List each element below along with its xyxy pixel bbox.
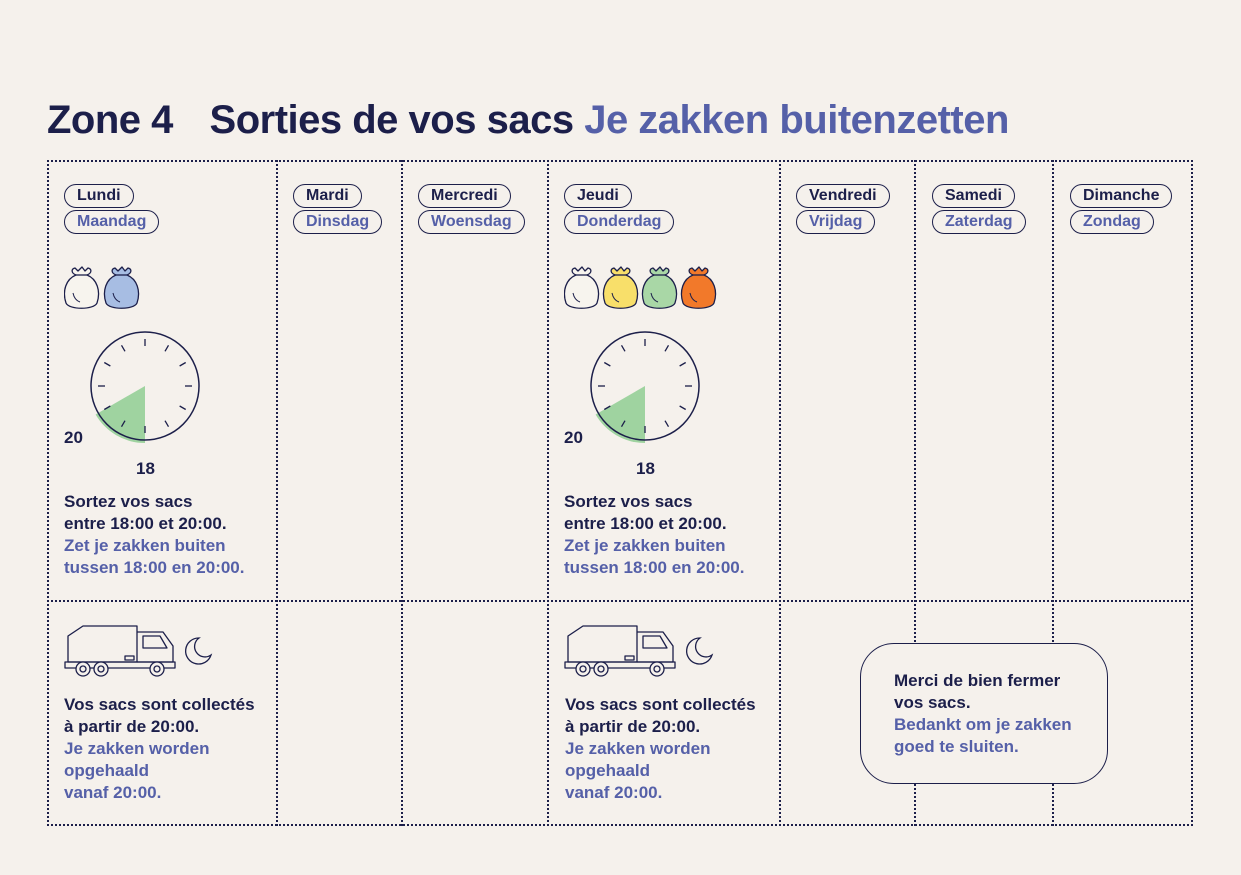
day-nl-zondag: Zondag [1070, 210, 1154, 234]
clock-tick [665, 421, 669, 427]
day-fr-mardi: Mardi [293, 184, 362, 208]
grid-divider [401, 160, 403, 826]
bags-thursday [564, 263, 724, 311]
title-fr: Sorties de vos sacs [209, 98, 574, 142]
truck-icon [564, 624, 676, 678]
zone-label: Zone 4 [47, 98, 173, 142]
clock-tick [180, 363, 186, 367]
collect-fr-1: Vos sacs sont collectés [565, 695, 756, 714]
bag-icon [64, 267, 98, 308]
moon-icon [685, 636, 715, 666]
clock-label-start: 18 [636, 459, 655, 478]
day-nl-maandag: Maandag [64, 210, 159, 234]
truck-icon [64, 624, 176, 678]
putout-text-thursday [564, 491, 744, 579]
day-fr-dimanche: Dimanche [1070, 184, 1172, 208]
collect-fr-1: Vos sacs sont collectés [64, 695, 255, 714]
clock-icon [88, 329, 202, 443]
bag-icon [603, 267, 637, 308]
day-fr-samedi: Samedi [932, 184, 1015, 208]
note-fr-2: vos sacs. [894, 693, 971, 712]
collect-nl-1: Je zakken worden [64, 739, 210, 758]
putout-text-monday [64, 491, 244, 579]
clock-icon [588, 329, 702, 443]
grid-divider [779, 160, 781, 826]
clock-tick [680, 406, 686, 410]
day-nl-donderdag: Donderdag [564, 210, 674, 234]
clock-tick [604, 363, 610, 367]
grid-divider [547, 160, 549, 826]
clock-tick [165, 421, 169, 427]
bag-icon [681, 267, 715, 308]
clock-label-end: 20 [564, 428, 583, 447]
note-nl-2: goed te sluiten. [894, 737, 1019, 756]
collect-nl-3: vanaf 20:00. [565, 783, 663, 802]
note-nl-1: Bedankt om je zakken [894, 715, 1072, 734]
clock-tick [104, 363, 110, 367]
bags-monday [64, 263, 144, 311]
collect-fr-2: à partir de 20:00. [64, 717, 200, 736]
collect-nl-3: vanaf 20:00. [64, 783, 162, 802]
putout-nl-1: Zet je zakken buiten [64, 536, 226, 555]
clock-tick [680, 363, 686, 367]
clock-tick [122, 345, 126, 351]
putout-fr-1: Sortez vos sacs [564, 492, 693, 511]
putout-fr-1: Sortez vos sacs [64, 492, 193, 511]
collect-nl-1: Je zakken worden [565, 739, 711, 758]
moon-icon [184, 636, 214, 666]
clock-tick [165, 345, 169, 351]
putout-nl-2: tussen 18:00 en 20:00. [64, 558, 245, 577]
day-fr-vendredi: Vendredi [796, 184, 890, 208]
clock-label-end: 20 [64, 428, 83, 447]
day-nl-dinsdag: Dinsdag [293, 210, 382, 234]
day-fr-mercredi: Mercredi [418, 184, 511, 208]
grid-row-divider [47, 600, 1193, 602]
day-nl-vrijdag: Vrijdag [796, 210, 875, 234]
putout-nl-1: Zet je zakken buiten [564, 536, 726, 555]
putout-nl-2: tussen 18:00 en 20:00. [564, 558, 745, 577]
grid-divider [276, 160, 278, 826]
putout-fr-2: entre 18:00 et 20:00. [64, 514, 227, 533]
close-bags-note [860, 643, 1108, 784]
clock-tick [180, 406, 186, 410]
collect-text-monday [64, 694, 255, 804]
day-fr-lundi: Lundi [64, 184, 134, 208]
clock-label-start: 18 [136, 459, 155, 478]
day-nl-woensdag: Woensdag [418, 210, 525, 234]
bag-icon [104, 267, 138, 308]
note-fr-1: Merci de bien fermer [894, 671, 1061, 690]
bag-icon [642, 267, 676, 308]
day-nl-zaterdag: Zaterdag [932, 210, 1026, 234]
clock-tick [622, 345, 626, 351]
collect-text-thursday [565, 694, 756, 804]
clock-tick [665, 345, 669, 351]
collect-fr-2: à partir de 20:00. [565, 717, 701, 736]
collect-nl-2: opgehaald [565, 761, 651, 780]
collect-nl-2: opgehaald [64, 761, 150, 780]
page-title [47, 98, 1009, 143]
title-nl: Je zakken buitenzetten [584, 98, 1009, 142]
day-fr-jeudi: Jeudi [564, 184, 632, 208]
bag-icon [564, 267, 598, 308]
putout-fr-2: entre 18:00 et 20:00. [564, 514, 727, 533]
